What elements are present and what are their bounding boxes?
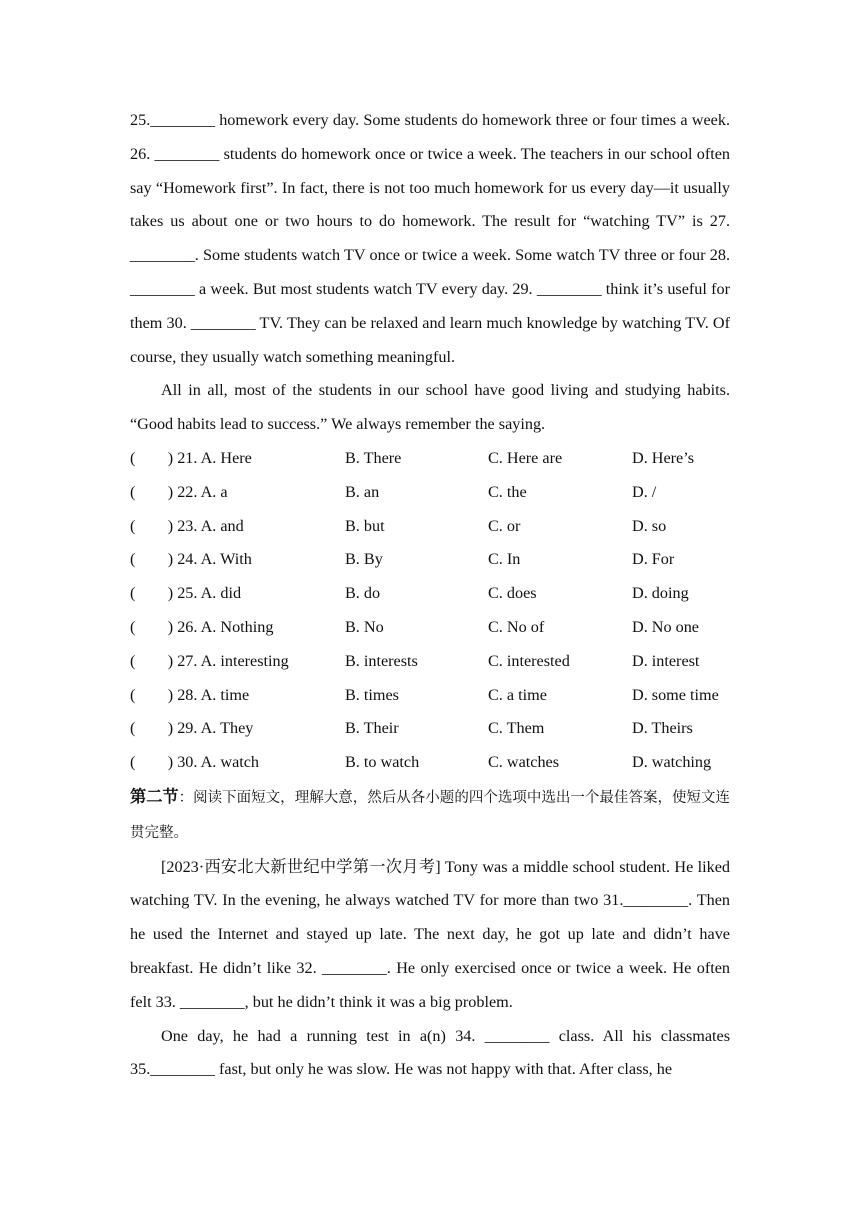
question-number-option-a: ( ) 29. A. They bbox=[130, 719, 254, 738]
option-c: C. In bbox=[488, 550, 521, 569]
option-d: D. interest bbox=[632, 651, 700, 670]
option-b: B. an bbox=[345, 482, 380, 501]
question-row bbox=[130, 746, 730, 780]
option-b: B. interests bbox=[345, 651, 418, 670]
question-row bbox=[130, 712, 730, 746]
question-number-option-a: ( ) 23. A. and bbox=[130, 516, 244, 535]
option-d: D. / bbox=[632, 482, 657, 501]
option-c: C. or bbox=[488, 516, 521, 535]
question-number-option-a: ( ) 30. A. watch bbox=[130, 753, 260, 772]
option-b: B. but bbox=[345, 516, 385, 535]
option-b: B. By bbox=[345, 550, 383, 569]
passage1-paragraph1: 25.________ homework every day. Some students do homework three or four times a week. 26. ________ students do homework once or twice a week. The teachers in our school often say “Homework first”. In fact, there is not too much homework for us every day—it usually takes us about one or two hours to do homework. The result for “watching TV” is 27. ________. Some students watch TV once or twice a week. Some watch TV three or four 28. ________ a week. But most students watch TV every day. 29. ________ think it’s useful for them 30. ________ TV. They can be relaxed and learn much knowledge by watching TV. Of course, they usually watch something meaningful. bbox=[130, 111, 730, 366]
section2-heading: 第二节 bbox=[130, 786, 179, 806]
option-b: B. do bbox=[345, 584, 381, 603]
option-c: C. No of bbox=[488, 617, 545, 636]
question-row bbox=[130, 442, 730, 476]
option-b: B. No bbox=[345, 617, 384, 636]
question-number-option-a: ( ) 26. A. Nothing bbox=[130, 617, 274, 636]
option-c: C. does bbox=[488, 584, 537, 603]
question-row bbox=[130, 510, 730, 544]
option-c: C. a time bbox=[488, 685, 547, 704]
question-list bbox=[130, 442, 730, 780]
option-d: D. For bbox=[632, 550, 675, 569]
option-d: D. so bbox=[632, 516, 667, 535]
passage1-paragraph2: All in all, most of the students in our school have good living and studying habits. “Good habits lead to success.” We always remember the saying. bbox=[130, 381, 730, 434]
question-number-option-a: ( ) 25. A. did bbox=[130, 584, 242, 603]
option-d: D. watching bbox=[632, 753, 712, 772]
option-c: C. the bbox=[488, 482, 527, 501]
question-number-option-a: ( ) 21. A. Here bbox=[130, 448, 252, 467]
option-d: D. Here’s bbox=[632, 448, 695, 467]
section2-instruction: ：阅读下面短文，理解大意，然后从各小题的四个选项中选出一个最佳答案，使短文连贯完整。 bbox=[130, 789, 731, 841]
passage2-paragraph1 bbox=[130, 851, 730, 1020]
question-number-option-a: ( ) 22. A. a bbox=[130, 482, 228, 501]
question-row bbox=[130, 645, 730, 679]
option-b: B. Their bbox=[345, 719, 399, 738]
passage2-text: Tony was a middle school student. He liked watching TV. In the evening, he always watched TV for more than two 31.________. Then he used the Internet and stayed up late. The next day, he got up late and didn’t have breakfast. He didn’t like 32. ________. He only exercised once or twice a week. He often felt 33. ________, but he didn’t think it was a big problem. bbox=[130, 857, 730, 1011]
passage2-paragraph2: One day, he had a running test in a(n) 34. ________ class. All his classmates 35.________ fast, but only he was slow. He was not happy with that. After class, he bbox=[130, 1026, 730, 1079]
passage2-source: [2023·西安北大新世纪中学第一次月考] bbox=[161, 857, 441, 876]
question-row bbox=[130, 611, 730, 645]
option-c: C. interested bbox=[488, 651, 570, 670]
question-number-option-a: ( ) 24. A. With bbox=[130, 550, 252, 569]
option-d: D. doing bbox=[632, 584, 689, 603]
option-c: C. Here are bbox=[488, 448, 563, 467]
section2-header bbox=[130, 780, 730, 851]
option-d: D. No one bbox=[632, 617, 699, 636]
option-d: D. some time bbox=[632, 685, 719, 704]
question-row bbox=[130, 476, 730, 510]
question-row bbox=[130, 543, 730, 577]
question-row bbox=[130, 577, 730, 611]
option-c: C. watches bbox=[488, 753, 560, 772]
option-b: B. times bbox=[345, 685, 399, 704]
option-b: B. There bbox=[345, 448, 402, 467]
question-number-option-a: ( ) 28. A. time bbox=[130, 685, 250, 704]
option-c: C. Them bbox=[488, 719, 545, 738]
page-content bbox=[130, 104, 730, 1087]
option-d: D. Theirs bbox=[632, 719, 693, 738]
question-row bbox=[130, 679, 730, 713]
question-number-option-a: ( ) 27. A. interesting bbox=[130, 651, 289, 670]
option-b: B. to watch bbox=[345, 753, 420, 772]
